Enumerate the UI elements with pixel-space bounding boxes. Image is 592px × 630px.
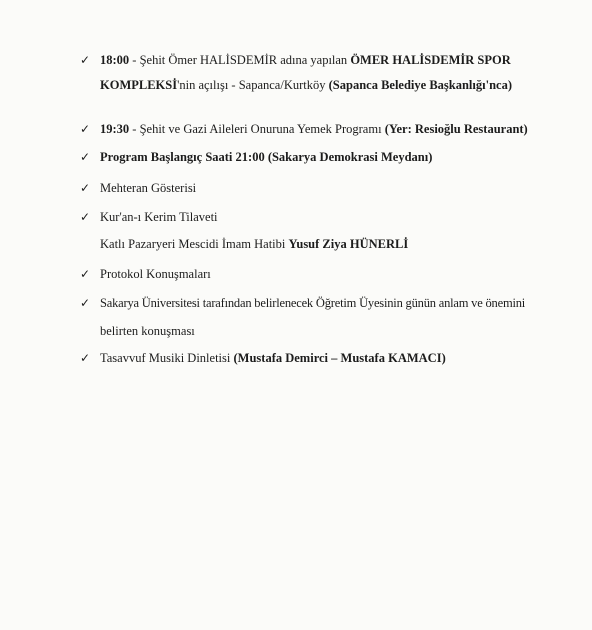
- item-text-bold: (Yer: Resioğlu Restaurant): [384, 122, 528, 136]
- item-text: Mehteran Gösterisi: [100, 181, 197, 195]
- item-text: Tasavvuf Musiki Dinletisi: [100, 351, 234, 365]
- agenda-item-1-line2: [100, 77, 512, 93]
- program-start-label: Program Başlangıç Saati 21:00 (Sakarya Demokrasi Meydanı): [100, 150, 433, 164]
- item-text-bold: KOMPLEKSİ: [100, 78, 178, 92]
- check-icon: ✓: [80, 351, 91, 365]
- time-label: 18:00: [100, 53, 130, 67]
- agenda-item-1-line1: [100, 52, 511, 68]
- item-text-bold: (Sapanca Belediye Başkanlığı'nca): [328, 78, 512, 92]
- item-text: - Şehit Ömer HALİSDEMİR adına yapılan: [129, 53, 351, 67]
- check-icon: ✓: [80, 181, 91, 195]
- check-icon: ✓: [80, 150, 91, 164]
- agenda-subitem: [100, 236, 408, 252]
- check-icon: ✓: [80, 122, 91, 136]
- check-icon: ✓: [80, 267, 91, 281]
- check-icon: ✓: [80, 53, 91, 67]
- item-text: Protokol Konuşmaları: [100, 267, 211, 281]
- item-text: Sakarya Üniversitesi tarafından belirlenecek Öğretim Üyesinin günün anlam ve önemini: [100, 296, 526, 310]
- item-text: belirten konuşması: [100, 324, 195, 338]
- check-icon: ✓: [80, 210, 91, 224]
- time-label: 19:30: [100, 122, 130, 136]
- item-text: Katlı Pazaryeri Mescidi İmam Hatibi: [100, 237, 289, 251]
- item-text-bold: ÖMER HALİSDEMİR SPOR: [350, 53, 511, 67]
- performer-names: (Mustafa Demirci – Mustafa KAMACI): [233, 351, 446, 365]
- item-text: - Şehit ve Gazi Aileleri Onuruna Yemek Programı: [129, 122, 385, 136]
- person-name: Yusuf Ziya HÜNERLİ: [288, 237, 409, 251]
- item-text: 'nin açılışı - Sapanca/Kurtköy: [177, 78, 329, 92]
- item-text: Kur'an-ı Kerim Tilaveti: [100, 210, 218, 224]
- check-icon: ✓: [80, 296, 91, 310]
